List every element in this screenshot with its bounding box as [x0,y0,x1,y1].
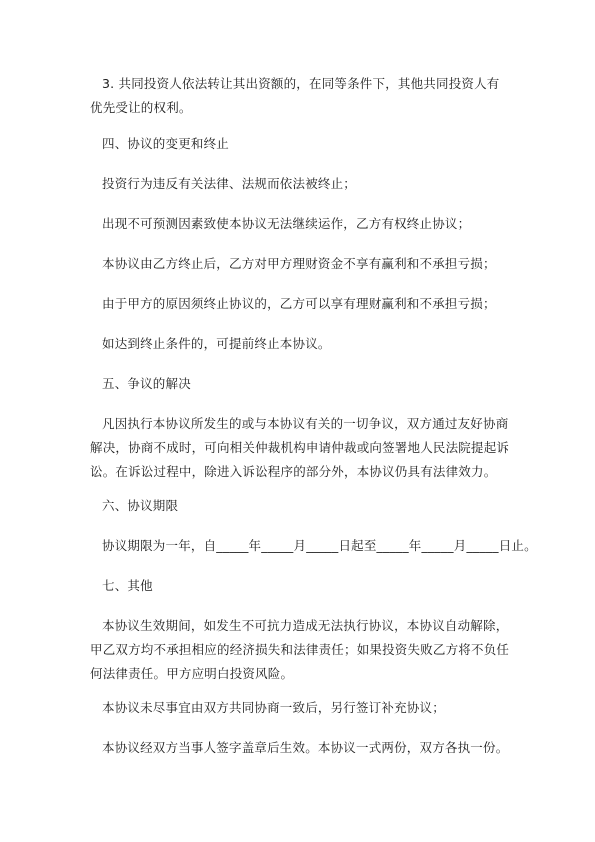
section-heading-other: 七、其他 [102,578,153,593]
clause-terminate-illegal: 投资行为违反有关法律、法规而依法被终止； [102,176,357,191]
section-heading-dispute: 五、争议的解决 [102,376,191,391]
paragraph-dispute-resolution: 凡因执行本协议所发生的或与本协议有关的一切争议，双方通过友好协商解决，协商不成时，可向相关仲裁机构申请仲裁或向签署地人民法院提起诉讼。在诉讼过程中，除进入诉讼程序的部分外，本协议仍具有法律效力。 [90,416,510,479]
section-heading-term: 六、协议期限 [102,498,179,513]
clause-terminate-unforeseen: 出现不可预测因素致使本协议无法继续运作，乙方有权终止协议； [102,216,471,231]
clause-terminate-early: 如达到终止条件的，可提前终止本协议。 [102,336,331,351]
clause-supplementary-agreement: 本协议未尽事宜由双方共同协商一致后，另行签订补充协议； [102,700,445,715]
paragraph-transfer-rights: 3. 共同投资人依法转让其出资额的，在同等条件下，其他共同投资人有优先受让的权利。 [90,76,500,115]
section-heading-change-termination: 四、协议的变更和终止 [102,136,230,151]
clause-terminate-by-party-a: 由于甲方的原因须终止协议的，乙方可以享有理财赢利和不承担亏损； [102,296,496,311]
clause-effectiveness: 本协议经双方当事人签字盖章后生效。本协议一式两份，双方各执一份。 [102,740,509,755]
paragraph-force-majeure: 本协议生效期间，如发生不可抗力造成无法执行协议，本协议自动解除，甲乙双方均不承担相应的经济损失和法律责任；如果投资失败乙方将不负任何法律责任。甲方应明白投资风险。 [90,618,510,681]
clause-agreement-term: 协议期限为一年，自_____年_____月_____日起至_____年_____月_____日止。 [102,538,537,553]
clause-terminate-by-party-b: 本协议由乙方终止后，乙方对甲方理财资金不享有赢利和不承担亏损； [102,256,496,271]
